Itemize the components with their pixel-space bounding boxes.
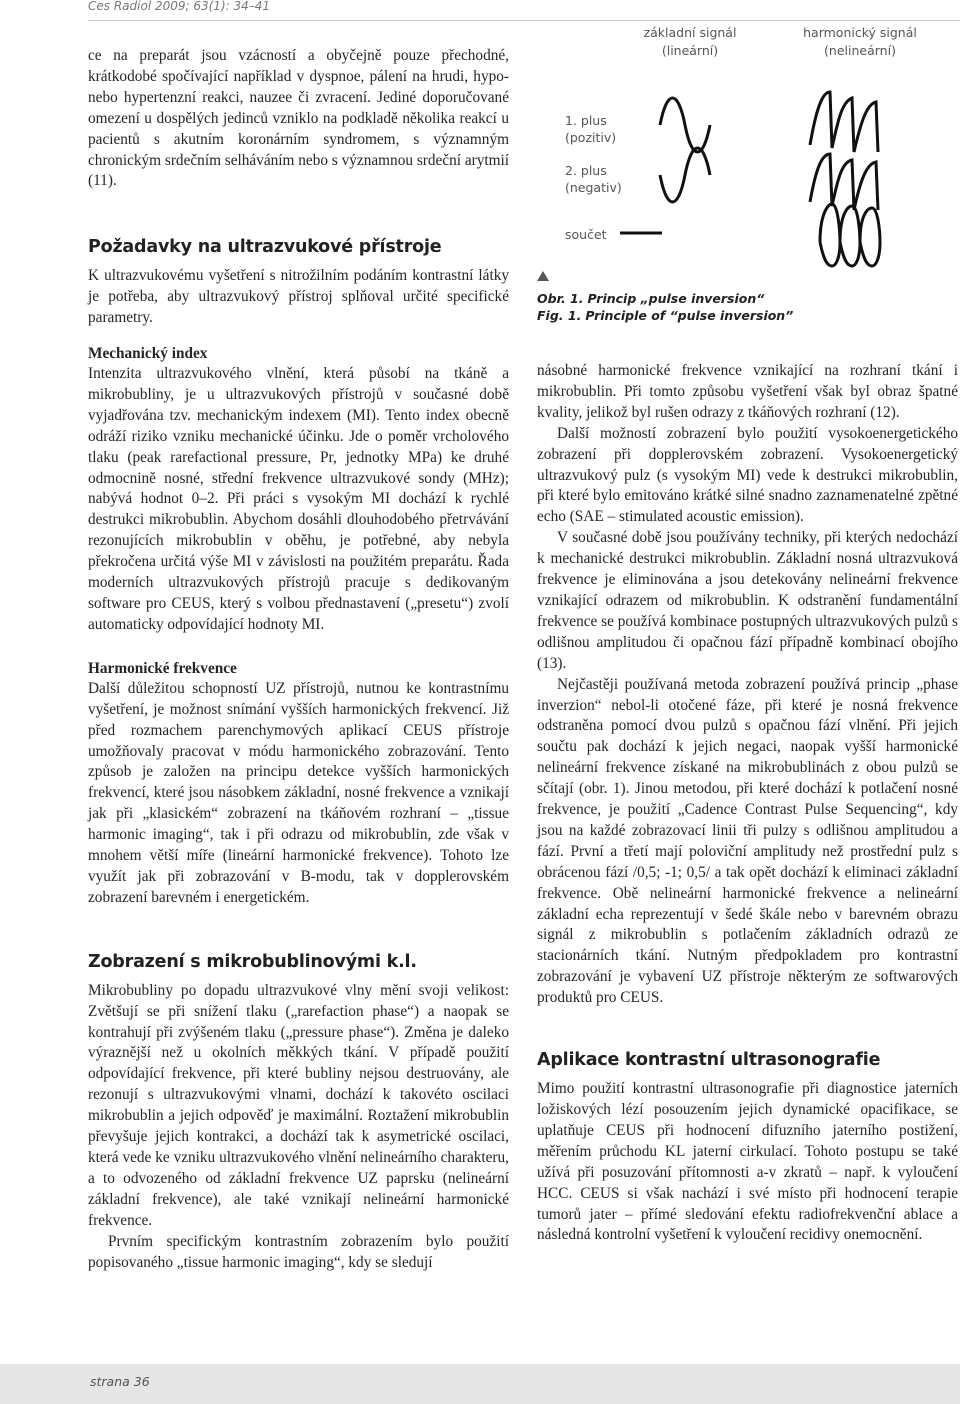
requirements-paragraph: K ultrazvukovému vyšetření s nitrožilním podáním kontrastní látky je potřeba, aby ultrazvukový přístroj splňoval určité specifické parametry. bbox=[88, 267, 509, 327]
left-column-top bbox=[88, 46, 509, 329]
running-header: Ces Radiol 2009; 63(1): 34–41 bbox=[88, 0, 271, 13]
right-paragraph-3: V současné době jsou používány techniky, při kterých nedochází k mechanické destrukci mikrobublin. Základní nosná ultrazvuková frekvence je eliminována a jsou detekovány nelineární frekvence vznikající odrazem od mikrobublin. K odstranění fundamentální frekvence se používá kombinace postupných ultrazvukových pulzů s odlišnou amplitudou či opačnou fází případně kombinací obojího (13). bbox=[537, 529, 958, 672]
right-paragraph-4: Nejčastěji používaná metoda zobrazení používá princip „phase inverzion“ nebol-li otočené fáze, při které je nosná frekvence odstraněna pomocí dvou pulzů s opačnou fází vlnění. Při jejich součtu pak dochází k jejich negaci, naopak vyšší harmonické nelineární frekvence získané na mikrobublinách z obou pulzů se sčítají (obr. 1). Jinou metodou, při které dochází k potlačení nosné frekvence, je použití „Cadence Contrast Pulse Sequencing“, kdy jsou na každé zobrazovací linii tři pulzy s odlišnou amplitudou a fází. První a třetí mají poloviční amplitudy než prostřední pulz s obrácenou fází /0,5; -1; 0,5/ a tak opět dochází k eliminaci základní frekvence. Obě nelineární harmonické frekvence a nelineární základní echa reprezentují v šedé škále nebo v barevném obrazu signál z mikrobublin s potlačením základních odrazů ze stacionárních tkání. Nutným předpokladem pro kontrastní zobrazování je vybavení UZ přístroje některým ze softwarových produktů pro CEUS. bbox=[537, 675, 958, 1007]
figure-caption-cz bbox=[537, 290, 764, 307]
section-heading-requirements: Požadavky na ultrazvukové přístroje bbox=[88, 237, 442, 258]
section-heading-applications: Aplikace kontrastní ultrasonografie bbox=[537, 1050, 881, 1071]
figure-col-header-harmonic: harmonický signál (nelineární) bbox=[803, 25, 917, 58]
header-divider bbox=[88, 20, 960, 21]
waveform-linear-positive bbox=[660, 98, 710, 152]
subsection-heading-harmonic: Harmonické frekvence bbox=[88, 659, 237, 677]
waveform-sum-harmonic bbox=[820, 204, 880, 242]
figure-waveforms bbox=[620, 90, 920, 280]
figure-caption-en bbox=[537, 307, 793, 324]
section-heading-microbubble-imaging: Zobrazení s mikrobublinovými k.l. bbox=[88, 951, 417, 972]
figure-row-label-positive: 1. plus (pozitiv) bbox=[565, 113, 617, 145]
waveform-harmonic-negative bbox=[810, 154, 878, 210]
caption-text-cz: Princip „pulse inversion“ bbox=[587, 291, 765, 306]
intro-paragraph: ce na preparát jsou vzácností a obyčejně pouze přechodné, krátkodobé spočívající například v dyspnoe, pálení na hrudi, hypo- nebo hypertenzní reakci, nauzee či zvracení. Jediné doporučované omezení u dospělých jedinců vzniklo na podkladě několika reakcí u pacientů s akutním koronárním syndromem, s významným chronickým srdečním selháváním nebo s významnou srdeční arytmií (11). bbox=[88, 47, 509, 190]
mechanical-index-paragraph: Intenzita ultrazvukového vlnění, která působí na tkáně a mikrobubliny, je u ultrazvukových přístrojů v současné době vyjadřována tzv. mechanickým indexem (MI). Tento index obecně odráží riziko vzniku mechanické účinku. Jde o poměr vrcholového tlaku (peak rarefactional pressure, Pr, jednotky MPa) ke druhé odmocnině nosné, střední frekvence ultrazvukové sondy (MHz); nabývá hodnot 0–2. Při práci s vysokým MI dochází k rychlé destrukci mikrobublin. Abychom dosáhli dlouhodobého přetrvávání rezonujících mikrobublin v oběhu, je potřebné, aby nebyla překročena určitá výše MI v závislosti na použitém preparátu. Řada moderních ultrazvukových přístrojů pracuje s dedikovaným software pro CEUS, který s volbou přednastavení („presetu“) zvolí automaticky odpovídající hodnoty MI. bbox=[88, 365, 509, 633]
caption-text-en: Principle of “pulse inversion” bbox=[585, 308, 794, 323]
waveform-harmonic-positive bbox=[810, 92, 878, 152]
waveform-linear-negative bbox=[660, 148, 710, 202]
right-paragraph-1: násobné harmonické frekvence vznikající na rozhraní tkání i mikrobublin. Při tomto způsobu vyšetření však byl obraz špatné kvality, jelikož byl rušen odrazy z tkáňových rozhraní (12). bbox=[537, 362, 958, 421]
microbubble-paragraph-2: Prvním specifickým kontrastním zobrazením bylo použití popisovaného „tissue harmonic imaging“, kdy se sledují bbox=[88, 1232, 509, 1271]
figure-row-label-sum: součet bbox=[565, 227, 607, 242]
page-number: strana 36 bbox=[90, 1374, 150, 1389]
subsection-heading-mechanical-index: Mechanický index bbox=[88, 345, 208, 362]
right-paragraph-5: Mimo použití kontrastní ultrasonografie při diagnostice jaterních ložiskových lézí posouzením jejich dynamické opacifikace, se uplatňuje CEUS při hodnocení difuzního jaterního postižení, měřením průchodu KL jaterní cirkulací. Tohoto postupu se také užívá při posuzování přítomnosti a-v zkratů – např. k vyloučení HCC. CEUS si však nachází i své místo při hodnocení terapie tumorů jater – přímé sledování efektu radiofrekvenční ablace a následná kontrolní vyšetření k vyloučení recidivy onemocnění. bbox=[537, 1080, 958, 1244]
caption-prefix-en: Fig. 1. bbox=[537, 308, 582, 323]
right-column bbox=[537, 361, 958, 1246]
microbubble-paragraph-1: Mikrobubliny po dopadu ultrazvukové vlny mění svoji velikost: Zvětšují se při snížení tlaku („rarefaction phase“) a naopak se kontrahují při zvýšeném tlaku („pressure phase“). Změna je daleko výraznější než u okolních měkkých tkání. V případě použití odpovídající frekvence, při které bubliny nejsou destruovány, ale rezonují s ultrazvukovými vlnami, dochází k takovéto oscilaci mikrobublin a jejich odpověď je maximální. Roztažení mikrobublin převyšuje jejich kontrakci, a dochází tak k asymetrické oscilaci, která vede ke vzniku ultrazvukového vlnění nelineárního charakteru, a to odvozeného od základní frekvence UZ paprsku (nelineární základní frekvence), ale také vznikají nelineární harmonické frekvence. bbox=[88, 981, 509, 1229]
harmonic-paragraph: Další důležitou schopností UZ přístrojů, nutnou ke kontrastnímu vyšetření, je možnost snímání vyšších harmonických frekvencí. Již před rozmachem parenchymových aplikací CEUS přístroje umožňovaly pracovat v módu harmonického zobrazování. Tento způsob je založen na principu detekce vyšších harmonických frekvencí, které jsou násobkem základní, nosné frekvence a vznikají jak při „klasickém“ zobrazení na tkáňovém rozhraní – „tissue harmonic imaging“, tak i při odrazu od mikrobublin, zde však v mnohem větší míře (lineární harmonické frekvence). Tohoto lze využít jak při zobrazování v B-modu, tak v dopplerovském zobrazení barevném i energetickém. bbox=[88, 679, 509, 906]
triangle-marker-icon bbox=[537, 271, 549, 281]
figure-col-header-linear: základní signál (lineární) bbox=[643, 25, 737, 58]
left-column-main bbox=[88, 343, 509, 1273]
caption-prefix-cz: Obr. 1. bbox=[537, 291, 584, 306]
right-paragraph-2: Další možností zobrazení bylo použití vysokoenergetického zobrazení při dopplerovském zobrazení. Vysokoenergetický ultrazvukový pulz (s vysokým MI) vede k destrukci mikrobublin, při které bylo emitováno krátké silné snadno zaznamenatelné zpětné echo (SAE – stimulated acoustic emission). bbox=[537, 424, 958, 526]
figure-row-label-negative: 2. plus (negativ) bbox=[565, 163, 622, 195]
